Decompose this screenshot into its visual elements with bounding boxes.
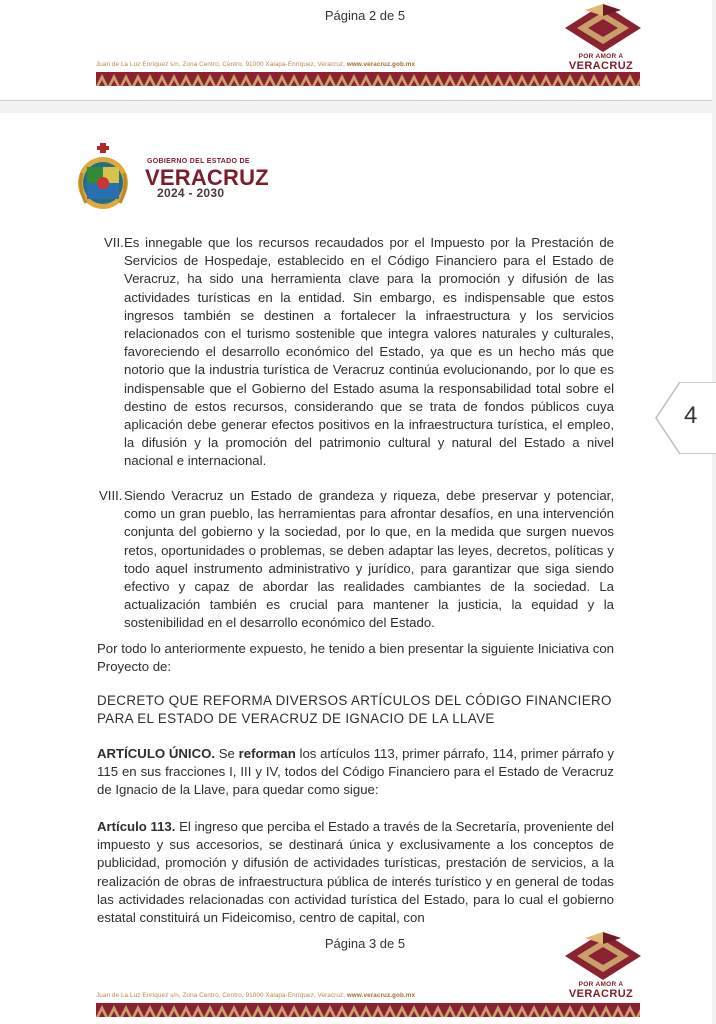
paragraph-vii: Es innegable que los recursos recaudados por el Impuesto por la Prestación de Servicios de Hospedaje, establecido en el Código Financiero para el Estado de Veracruz, ha sido una herramienta clave para la promoción y difusión de las actividades turísticas en la entidad. Sin embargo, es indispensable que estos ingresos también se destinen a fortalecer la infraestructura y los servicios relacionados con el turismo sostenible que integra valores naturales y culturales, favoreciendo el desarrollo económico del Estado, ya que es un hecho más que notorio que la industria turística de Veracruz continúa evolucionando, por lo que es indispensable que el Gobierno del Estado asuma la responsabilidad total sobre el destino de estos recursos, considerando que se trata de fondos públicos cuya aplicación debe generar efectos positivos en la infraestructura turística, el empleo, la difusión y la promoción del patrimonio cultural y natural del Estado a nivel nacional e internacional. xyxy=(124,235,614,469)
brand-small: POR AMOR A xyxy=(578,981,624,988)
brand-big: VERACRUZ xyxy=(568,987,634,1000)
state-name: VERACRUZ xyxy=(145,165,269,190)
brand-big: VERACRUZ xyxy=(568,59,634,72)
address-text: Juan de La Luz Enríquez s/n, Zona Centro, Centro, 91000 Xalapa-Enríquez, Veracruz, xyxy=(96,61,346,68)
articulo-113-label: Artículo 113. xyxy=(97,819,176,834)
brand-text-top xyxy=(556,54,646,72)
por-amor-logo-icon xyxy=(563,2,643,54)
decorative-stripe-bottom xyxy=(96,1003,640,1017)
page-number-top: Página 2 de 5 xyxy=(324,8,406,23)
articulo-113-paragraph xyxy=(97,818,614,927)
articulo-unico-paragraph xyxy=(97,745,614,800)
veracruz-coat-of-arms-icon xyxy=(76,143,130,211)
item-numeral-vii: VII. xyxy=(104,235,124,250)
address-web-link[interactable]: www.veracruz.gob.mx xyxy=(346,61,416,68)
articulo-113-text: El ingreso que perciba el Estado a través de la Secretaría, proveniente del impuesto y sus accesorios, se destinará única y exclusivamente a los conceptos de publicidad, promoción y difusión de actividades turísticas, prestación de servicios, a la realización de obras de infraestructura pública de interés turístico y en general de todas las actividades relacionadas con actividad turística del Estado, para lo cual el gobierno estatal constituirá un Fideicomiso, centro de capital, con xyxy=(97,819,614,926)
brand-text-bottom xyxy=(556,982,646,1000)
decree-title-line1: DECRETO QUE REFORMA DIVERSOS ARTÍCULOS DEL CÓDIGO FINANCIERO xyxy=(97,693,612,708)
decorative-stripe-top xyxy=(96,72,640,86)
intro-paragraph: Por todo lo anteriormente expuesto, he tenido a bien presentar la siguiente Iniciativa con Proyecto de: xyxy=(97,641,614,675)
item-numeral-viii: VIII. xyxy=(99,488,123,503)
por-amor-logo-icon xyxy=(563,930,643,982)
articulo-unico-verb: reforman xyxy=(238,746,296,761)
decree-title-line2: PARA EL ESTADO DE VERACRUZ DE IGNACIO DE LA LLAVE xyxy=(97,711,495,726)
address-top xyxy=(96,61,415,68)
page-number-bottom: Página 3 de 5 xyxy=(324,936,406,951)
government-label: GOBIERNO DEL ESTADO DE xyxy=(147,158,250,165)
address-web-link[interactable]: www.veracruz.gob.mx xyxy=(346,992,416,999)
administration-period: 2024 - 2030 xyxy=(157,186,225,200)
articulo-unico-text: los artículos 113, primer párrafo, 114, primer párrafo y 115 en sus fracciones I, III y IV, todos del Código Financiero para el Estado de Veracruz de Ignacio de la Llave, para quedar como sigue: xyxy=(97,746,614,798)
paragraph-viii: Siendo Veracruz un Estado de grandeza y riqueza, debe preservar y potenciar, como un gran pueblo, las herramientas para afrontar desafíos, en una intervención conjunta del gobierno y la sociedad, por lo que, en la medida que surgen nuevos retos, oportunidades o problemas, se deben adaptar las leyes, decretos, políticas y todo aquel instrumento administrativo y jurídico, para garantizar que siga siendo efectivo y capaz de abordar las realidades cambiantes de la sociedad. La actualización también es crucial para mantener la justicia, la equidad y la sostenibilidad en el desarrollo económico del Estado. xyxy=(124,488,614,631)
side-page-number: 4 xyxy=(684,402,698,429)
articulo-unico-label: ARTÍCULO ÚNICO. xyxy=(97,746,216,761)
address-text: Juan de La Luz Enríquez s/n, Zona Centro, Centro, 91000 Xalapa-Enríquez, Veracruz, xyxy=(96,992,346,999)
address-bottom xyxy=(96,992,415,999)
articulo-unico-pre: Se xyxy=(218,746,235,761)
brand-small: POR AMOR A xyxy=(578,53,624,60)
